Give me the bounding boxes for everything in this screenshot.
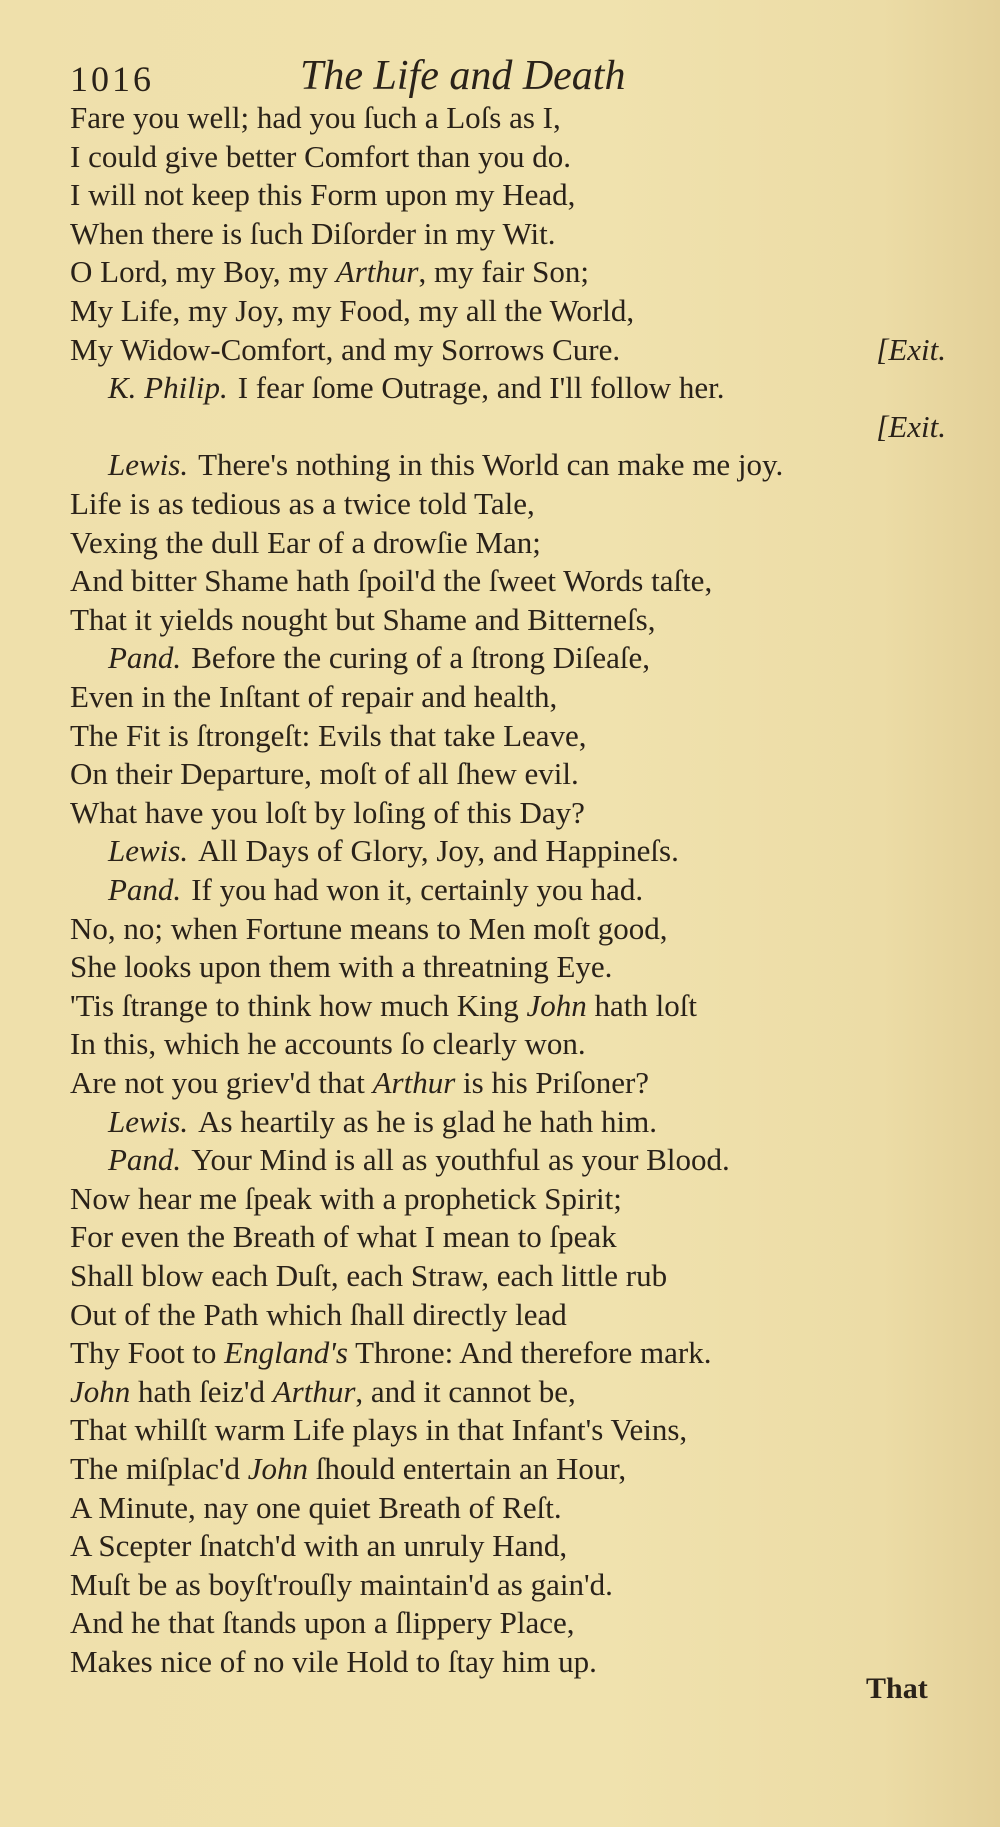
verse-line: [70, 794, 946, 832]
verse-text: If you had won it, certainly you had.: [191, 872, 644, 907]
speaker-name: K. Philip.: [108, 370, 228, 406]
verse-line: [70, 1064, 946, 1102]
verse-text: Throne: And therefore mark.: [347, 1335, 712, 1371]
verse-text: The Fit is ſtrongeſt: Evils that take Leave,: [70, 717, 587, 753]
verse-text: That it yields nought but Shame and Bitterneſs,: [70, 601, 656, 637]
verse-text: All Days of Glory, Joy, and Happineſs.: [198, 833, 679, 869]
verse-line: [70, 562, 946, 600]
running-title: The Life and Death: [300, 53, 626, 99]
verse-line: [70, 176, 946, 214]
proper-name: Arthur: [335, 254, 419, 290]
verse-text: And he that ſtands upon a ſlippery Place,: [70, 1605, 575, 1641]
verse-text: A Minute, nay one quiet Breath of Reſt.: [70, 1489, 562, 1525]
verse-line: [70, 331, 946, 369]
verse-text: Out of the Path which ſhall directly lead: [70, 1296, 567, 1332]
verse-line: [70, 601, 946, 639]
speech-line: [70, 1141, 946, 1179]
speech-line: [70, 832, 946, 870]
speech-line: [70, 871, 946, 909]
verse-line: [70, 1373, 946, 1411]
verse-text: O Lord, my Boy, my: [70, 254, 336, 290]
proper-name: Arthur: [272, 1373, 356, 1409]
verse-line: [70, 253, 946, 291]
verse-line: [70, 1218, 946, 1256]
verse-line: [70, 987, 946, 1025]
speech-line: [70, 369, 946, 407]
verse-line: [70, 1489, 946, 1527]
verse-line: [70, 1566, 946, 1604]
verse-text: Shall blow each Duſt, each Straw, each little rub: [70, 1258, 668, 1293]
verse-text: Before the curing of a ſtrong Diſeaſe,: [191, 640, 650, 676]
verse-text: Life is as tedious as a twice told Tale,: [70, 486, 535, 521]
verse-line: [70, 1257, 946, 1295]
verse-line: [70, 485, 946, 523]
verse-text: She looks upon them with a threatning Eye.: [70, 949, 613, 985]
verse-text: Thy Foot to: [70, 1335, 225, 1371]
verse-text: No, no; when Fortune means to Men moſt good,: [70, 910, 668, 946]
speaker-name: Pand.: [108, 872, 182, 907]
verse-text: The miſplac'd: [70, 1451, 248, 1486]
verse-text: For even the Breath of what I mean to ſpeak: [70, 1219, 617, 1255]
stage-direction-exit: [Exit.: [876, 408, 946, 444]
verse-text: Vexing the dull Ear of a drowſie Man;: [70, 524, 541, 560]
verse-line: [70, 138, 946, 176]
verse-text: My Widow-Comfort, and my Sorrows Cure.: [70, 331, 621, 367]
verse-text: Now hear me ſpeak with a prophetick Spirit;: [70, 1180, 622, 1216]
catchword: That: [866, 1672, 928, 1705]
speech-line: [70, 446, 946, 484]
proper-name: England's: [224, 1335, 348, 1371]
verse-line: [70, 678, 946, 716]
speaker-name: Lewis.: [108, 447, 189, 483]
verse-text: Fare you well; had you ſuch a Loſs as I,: [70, 100, 561, 135]
verse-line: [70, 948, 946, 986]
verse-text: A Scepter ſnatch'd with an unruly Hand,: [70, 1528, 568, 1564]
verse-text: In this, which he accounts ſo clearly won.: [70, 1026, 586, 1062]
verse-line: [70, 1450, 946, 1488]
verse-text: My Life, my Joy, my Food, my all the World,: [70, 293, 635, 328]
verse-text: What have you loſt by loſing of this Day?: [70, 794, 585, 830]
verse-line: [70, 1334, 946, 1372]
proper-name: Arthur: [372, 1065, 456, 1100]
verse-line: [70, 1180, 946, 1218]
verse-text: I could give better Comfort than you do.: [70, 138, 572, 174]
verse-text: Even in the Inſtant of repair and health,: [70, 679, 558, 714]
verse-text: As heartily as he is glad he hath him.: [198, 1103, 657, 1139]
proper-name: John: [526, 987, 587, 1023]
proper-name: John: [247, 1451, 309, 1486]
speaker-name: Pand.: [108, 640, 182, 676]
verse-text: hath loſt: [586, 987, 698, 1023]
verse-line: [70, 717, 946, 755]
verse-text: Makes nice of no vile Hold to ſtay him up.: [70, 1644, 597, 1679]
verse-text: Are not you griev'd that: [70, 1065, 373, 1100]
verse-text: is his Priſoner?: [455, 1065, 650, 1100]
verse-line: [70, 1296, 946, 1334]
verse-text: When there is ſuch Diſorder in my Wit.: [70, 215, 556, 251]
verse-text: Muſt be as boyſt'rouſly maintain'd as gain'd.: [70, 1566, 613, 1602]
verse-line: [70, 755, 946, 793]
speech-line: [70, 639, 946, 677]
verse-text: hath ſeiz'd: [130, 1373, 273, 1409]
verse-line: [70, 1527, 946, 1565]
verse-line: [70, 910, 946, 948]
verse-line: [70, 215, 946, 253]
speech-line: [70, 1103, 946, 1141]
verse-text: , my fair Son;: [418, 254, 589, 290]
verse-line: [70, 1025, 946, 1063]
verse-text: ſhould entertain an Hour,: [308, 1451, 627, 1486]
speaker-name: Lewis.: [108, 1103, 189, 1139]
verse-text: On their Departure, moſt of all ſhew evil.: [70, 756, 579, 792]
verse-text: There's nothing in this World can make me joy.: [198, 447, 784, 483]
verse-text: Your Mind is all as youthful as your Blood.: [191, 1142, 730, 1178]
proper-name: John: [70, 1373, 131, 1409]
speaker-name: Lewis.: [108, 833, 189, 869]
verse-line: [70, 408, 946, 446]
verse-text: , and it cannot be,: [355, 1373, 576, 1409]
verse-line: [70, 1643, 946, 1681]
verse-text: And bitter Shame hath ſpoil'd the ſweet Words taſte,: [70, 563, 713, 599]
verse-line: [70, 292, 946, 330]
verse-line: [70, 1411, 946, 1449]
page-number: 1016: [70, 59, 154, 99]
verse-text: That whilſt warm Life plays in that Infant's Veins,: [70, 1412, 688, 1448]
verse-line: [70, 524, 946, 562]
verse-line: [70, 1604, 946, 1642]
speaker-name: Pand.: [108, 1142, 182, 1178]
verse-text: I fear ſome Outrage, and I'll follow her.: [237, 370, 725, 406]
verse-line: [70, 99, 946, 137]
verse-text: I will not keep this Form upon my Head,: [70, 177, 576, 213]
verse-text: 'Tis ſtrange to think how much King: [70, 987, 527, 1023]
stage-direction-exit: [Exit.: [876, 331, 946, 367]
